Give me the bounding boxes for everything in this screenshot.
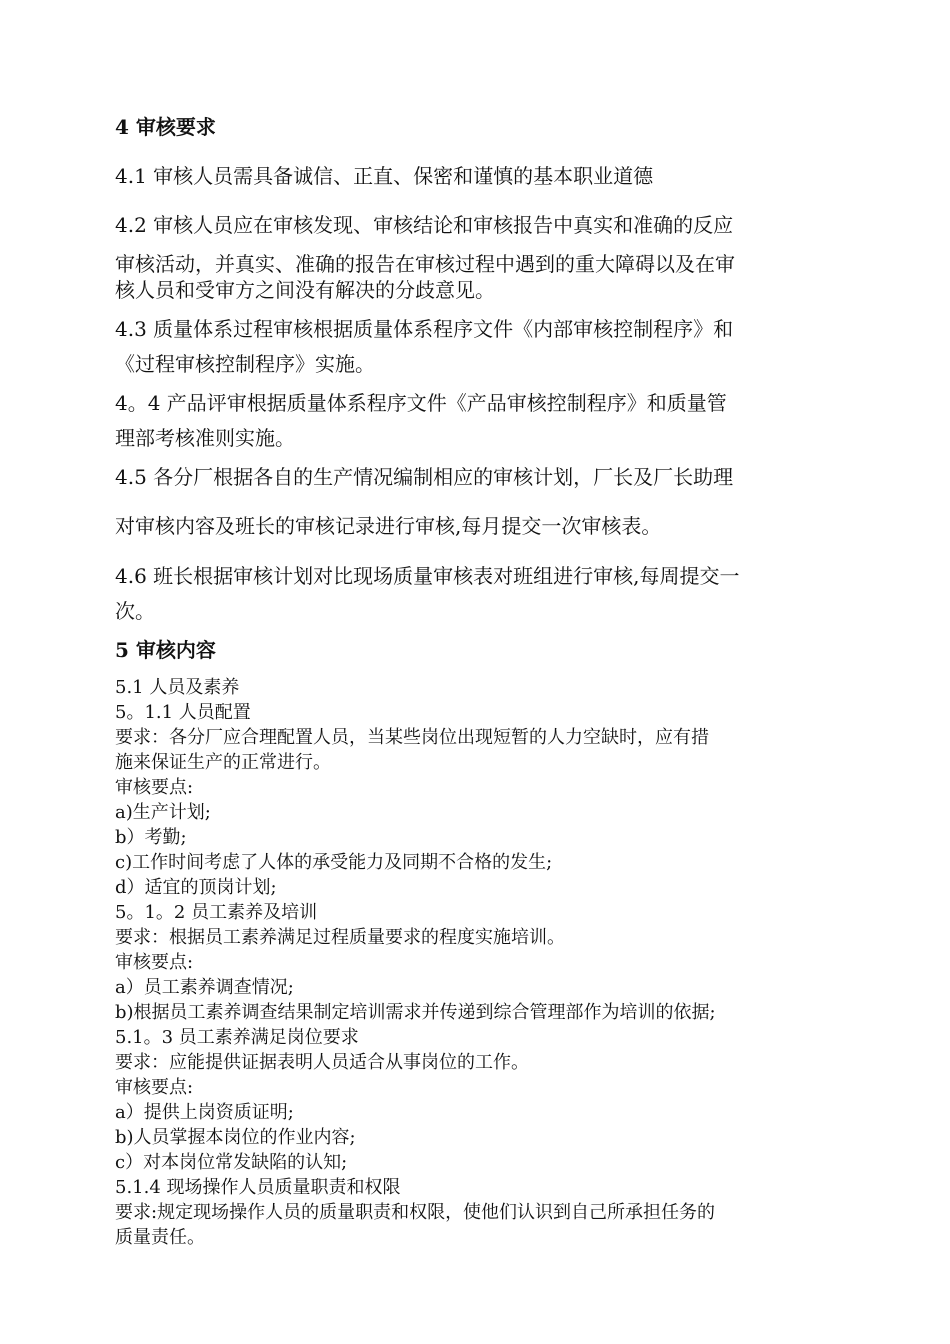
para-4-2-line-1: 4.2 审核人员应在审核发现、审核结论和审核报告中真实和准确的反应 <box>115 213 734 237</box>
item-5-1-3-points: 审核要点: <box>115 1077 194 1098</box>
section-4-heading: 4 审核要求 <box>115 115 216 139</box>
para-4-5-line-1: 4.5 各分厂根据各自的生产情况编制相应的审核计划，厂长及厂长助理 <box>115 465 734 489</box>
section-5-heading: 5 审核内容 <box>115 638 216 662</box>
para-4-5-line-2: 对审核内容及班长的审核记录进行审核,每月提交一次审核表。 <box>115 514 662 538</box>
item-5-1-1-points: 审核要点: <box>115 777 194 798</box>
para-4-1: 4.1 审核人员需具备诚信、正直、保密和谨慎的基本职业道德 <box>115 164 654 188</box>
item-5-1-3-a: a）提供上岗资质证明; <box>115 1102 294 1123</box>
item-5-1-2-req: 要求：根据员工素养满足过程质量要求的程度实施培训。 <box>115 927 565 948</box>
para-4-3-line-1: 4.3 质量体系过程审核根据质量体系程序文件《内部审核控制程序》和 <box>115 317 734 341</box>
item-5-1-3-c: c）对本岗位常发缺陷的认知; <box>115 1152 348 1173</box>
item-5-1-1-c: c)工作时间考虑了人体的承受能力及同期不合格的发生; <box>115 852 553 873</box>
item-5-1: 5.1 人员及素养 <box>115 677 240 698</box>
item-5-1-3-req: 要求：应能提供证据表明人员适合从事岗位的工作。 <box>115 1052 529 1073</box>
item-5-1-1-req-line-1: 要求：各分厂应合理配置人员，当某些岗位出现短暂的人力空缺时，应有措 <box>115 727 709 748</box>
item-5-1-4-req-line-2: 质量责任。 <box>115 1227 205 1248</box>
item-5-1-2-b: b)根据员工素养调查结果制定培训需求并传递到综合管理部作为培训的依据; <box>115 1002 716 1023</box>
item-5-1-2-a: a）员工素养调查情况; <box>115 977 294 998</box>
item-5-1-1-d: d）适宜的顶岗计划; <box>115 877 277 898</box>
para-4-6-line-2: 次。 <box>115 599 155 623</box>
item-5-1-1-req-line-2: 施来保证生产的正常进行。 <box>115 752 331 773</box>
para-4-2-line-3: 核人员和受审方之间没有解决的分歧意见。 <box>115 278 495 302</box>
item-5-1-1: 5。1.1 人员配置 <box>115 702 251 723</box>
item-5-1-1-b: b）考勤; <box>115 827 187 848</box>
item-5-1-2: 5。1。2 员工素养及培训 <box>115 902 318 923</box>
item-5-1-3-b: b)人员掌握本岗位的作业内容; <box>115 1127 356 1148</box>
item-5-1-4-req-line-1: 要求:规定现场操作人员的质量职责和权限，使他们认识到自己所承担任务的 <box>115 1202 716 1223</box>
para-4-2-line-2: 审核活动，并真实、准确的报告在审核过程中遇到的重大障碍以及在审 <box>115 252 735 276</box>
item-5-1-4: 5.1.4 现场操作人员质量职责和权限 <box>115 1177 401 1198</box>
para-4-6-line-1: 4.6 班长根据审核计划对比现场质量审核表对班组进行审核,每周提交一 <box>115 564 740 588</box>
para-4-4-line-2: 理部考核准则实施。 <box>115 426 295 450</box>
item-5-1-2-points: 审核要点: <box>115 952 194 973</box>
item-5-1-3: 5.1。3 员工素养满足岗位要求 <box>115 1027 359 1048</box>
para-4-4-line-1: 4。4 产品评审根据质量体系程序文件《产品审核控制程序》和质量管 <box>115 391 727 415</box>
para-4-3-line-2: 《过程审核控制程序》实施。 <box>115 352 375 376</box>
item-5-1-1-a: a)生产计划; <box>115 802 211 823</box>
